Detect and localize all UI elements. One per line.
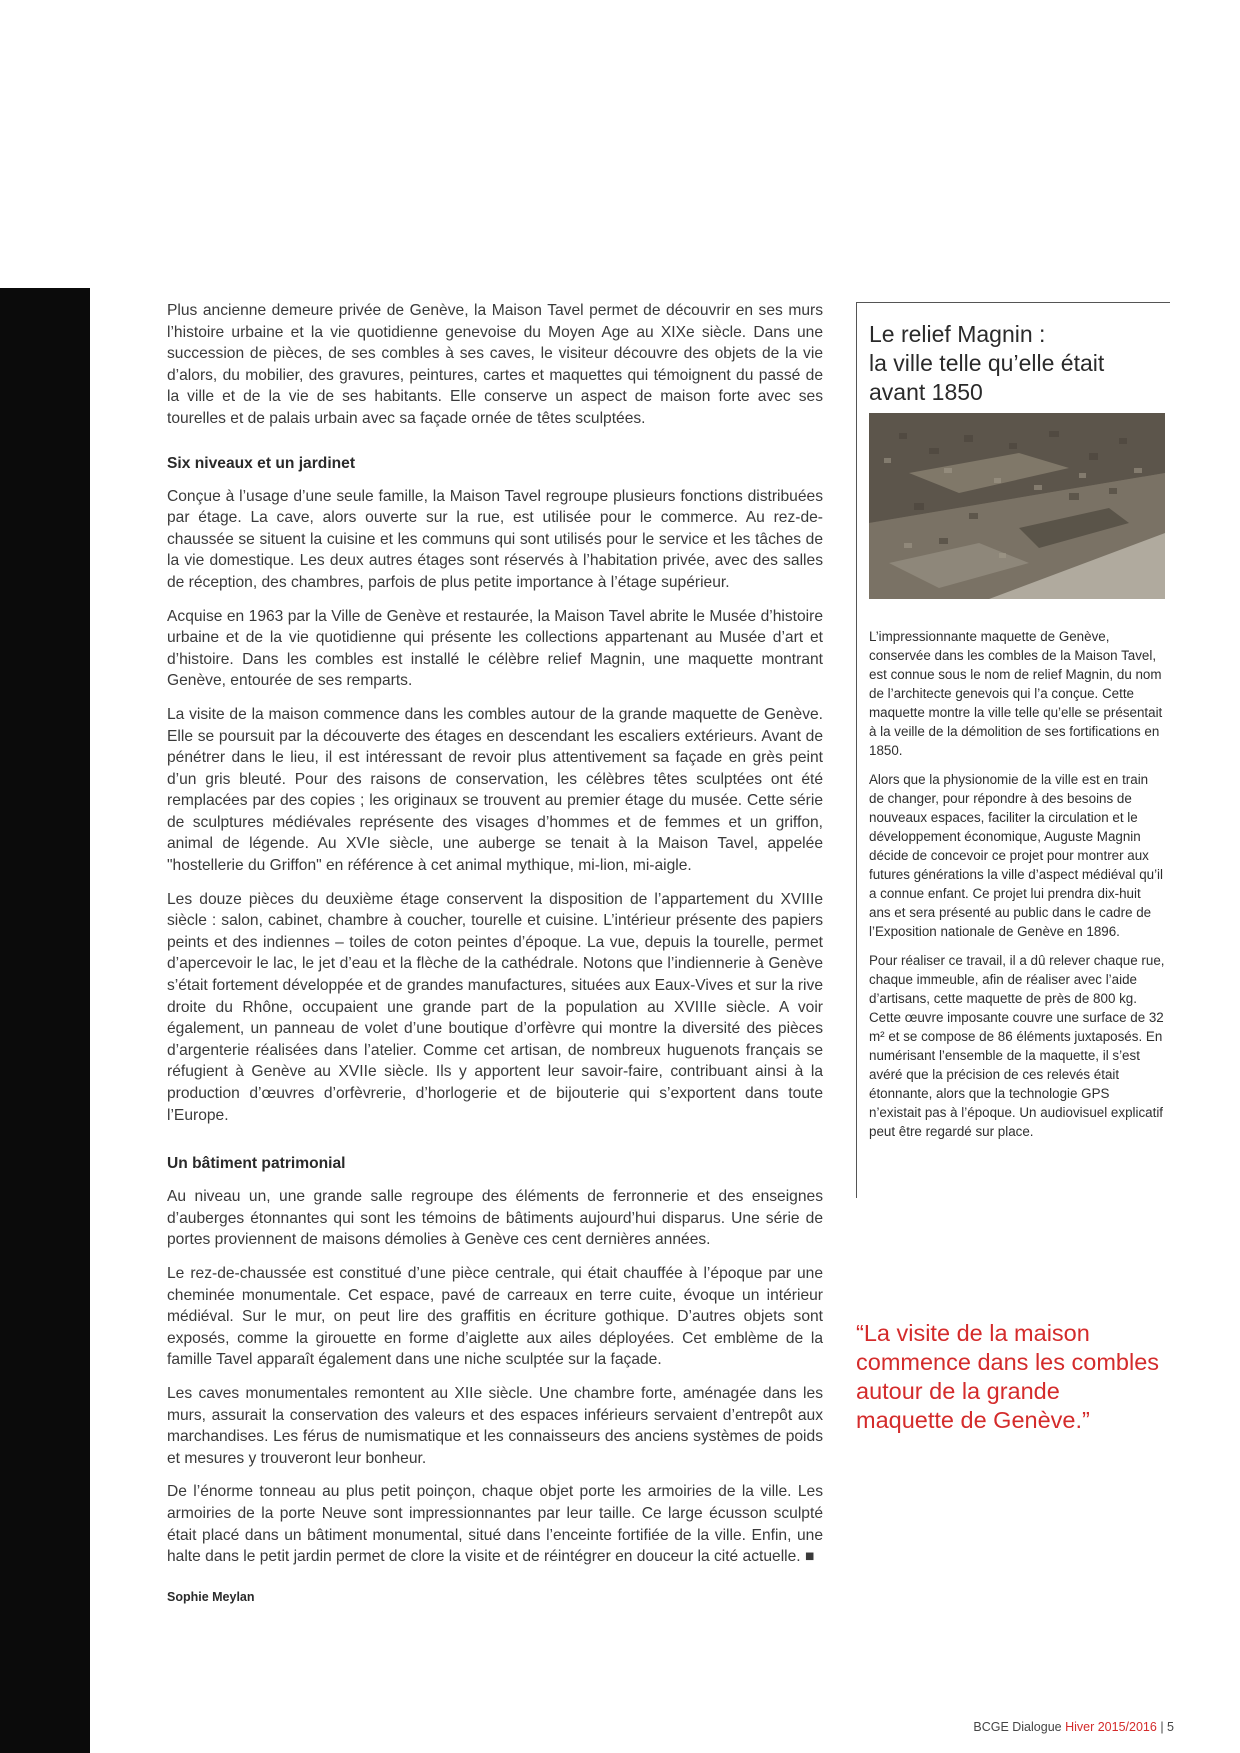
sidebar-paragraph: Pour réaliser ce travail, il a dû relever chaque rue, chaque immeuble, afin de réaliser avec l’aide d’artisans, cette maquette de près de 800 kg. Cette œuvre imposante couvre une surface de 32 m² et se compose de 86 éléments juxtaposés. En numérisant l’ensemble de la maquette, il s’est avéré que la précision de ces relevés était étonnante, alors que la technologie GPS n’existait pas à l’époque. Un audiovisuel explicatif peut être regardé sur place. — [869, 953, 1165, 1139]
pull-quote — [856, 1319, 1176, 1435]
footer-issue: Hiver 2015/2016 — [1065, 1720, 1157, 1734]
article-paragraph: Les caves monumentales remontent au XIIe siècle. Une chambre forte, aménagée dans les murs, assurait la conservation des valeurs et des espaces inférieurs servaient d’entrepôt aux marchandises. Les férus de numismatique et les connaisseurs des anciens systèmes de poids et mesures y trouveront leur bonheur. — [167, 1384, 823, 1467]
sidebar-top-rule — [856, 302, 1170, 303]
relief-magnin-photo — [869, 413, 1165, 599]
article-paragraph: De l’énorme tonneau au plus petit poinçon, chaque objet porte les armoiries de la ville. Les armoiries de la porte Neuve sont impressionnantes par leur taille. Ce large écusson sculpté était placé dans un bâtiment monumental, situé dans l’enceinte fortifiée de la ville. Enfin, une halte dans le petit jardin permet de clore la visite et de réintégrer en douceur la cité actuelle. ■ — [167, 1483, 823, 1566]
sidebar-text — [856, 599, 1165, 1141]
footer-page-number: 5 — [1167, 1720, 1174, 1734]
article-paragraph: Le rez-de-chaussée est constitué d’une pièce centrale, qui était chauffée à l’époque par une cheminée monumentale. Cet espace, pavé de carreaux en terre cuite, évoque un intérieur médiéval. Sur le mur, on peut lire des graffitis en écriture gothique. D’autres objets sont exposés, comme la girouette en forme d’aiglette aux ailes déployées. Cet emblème de la famille Tavel apparaît également dans une niche sculptée sur la façade. — [167, 1264, 823, 1369]
article-author: Sophie Meylan — [167, 1589, 255, 1604]
sidebar-box — [856, 302, 1170, 1151]
article-paragraph: Les douze pièces du deuxième étage conservent la disposition de l’appartement du XVIIIe siècle : salon, cabinet, chambre à coucher, tourelle et cuisine. L’intérieur présente des papiers peints et des indiennes – toiles de coton peintes d’époque. La vue, depuis la tourelle, permet d’apercevoir le lac, le jet d’eau et la flèche de la cathédrale. Notons que l’indiennerie à Genève s’était fortement développée et de grandes manufactures, situées aux Eaux-Vives et sur la rive droite du Rhône, occupaient une grande part de la population au XVIIIe siècle. A voir également, un panneau de volet d’une boutique d’orfèvre qui montre la diversité des pièces d’argenterie réalisées dans l’atelier. Comme cet artisan, de nombreux huguenots français se réfugient à Genève au XVIIe siècle. Ils y apportent leur savoir-faire, contribuant ainsi à la production d’œuvres d’orfèvrerie, d’horlogerie et de bijouterie qui s’exportent dans toute l’Europe. — [167, 890, 823, 1124]
pull-quote-line: maquette de Genève.” — [856, 1407, 1090, 1433]
article-paragraph: Conçue à l’usage d’une seule famille, la Maison Tavel regroupe plusieurs fonctions distribuées par étage. La cave, alors ouverte sur la rue, est utilisée pour le commerce. Au rez-de-chaussée se situent la cuisine et les communs qui sont utilisés pour le service et les tâches de la vie domestique. Les deux autres étages sont réservés à l’habitation privée, avec des salles de réception, des chambres, parfois de plus petite importance à l’étage supérieur. — [167, 487, 823, 591]
sidebar-paragraph: L’impressionnante maquette de Genève, conservée dans les combles de la Maison Tavel, est connue sous le nom de relief Magnin, du nom de l’architecte genevois qui l’a conçue. Cette maquette montre la ville telle qu’elle se présentait à la veille de la démolition de ses fortifications en 1850. — [869, 629, 1163, 758]
pull-quote-line: commence dans les combles — [856, 1349, 1160, 1375]
sidebar-left-rule — [856, 302, 857, 1198]
article-paragraph: Acquise en 1963 par la Ville de Genève et restaurée, la Maison Tavel abrite le Musée d’histoire urbaine et de la vie quotidienne qui présente les collections appartenant au Musée d’art et d’histoire. Dans les combles est installé le célèbre relief Magnin, une maquette montrant Genève, entourée de ses remparts. — [167, 607, 823, 690]
sidebar-title-line: avant 1850 — [869, 379, 983, 405]
article-main-column — [167, 300, 823, 1604]
footer-magazine: BCGE Dialogue — [973, 1720, 1062, 1734]
article-paragraph: La visite de la maison commence dans les combles autour de la grande maquette de Genève. Elle se poursuit par la découverte des étages en descendant les escaliers extérieurs. Avant de pénétrer dans le lieu, il est intéressant de revoir plus attentivement sa façade en grès peint d’un gris bleuté. Pour des raisons de conservation, les célèbres têtes sculptées ont été remplacées par des copies ; les originaux se trouvent au premier étage du musée. Cette série de sculptures médiévales représente des visages d’hommes et de femmes et un griffon, animal de légende. Au XVIe siècle, une auberge se tenait à la Maison Tavel, appelée "hostellerie du Griffon" en référence à cet animal mythique, mi-lion, mi-aigle. — [167, 705, 823, 875]
sidebar-title — [869, 320, 1170, 407]
relief-model-image — [869, 413, 1165, 599]
sidebar-title-line: Le relief Magnin : — [869, 321, 1046, 347]
footer-separator: | — [1160, 1720, 1164, 1734]
article-paragraph: Au niveau un, une grande salle regroupe des éléments de ferronnerie et des enseignes d’auberges étonnantes qui sont les témoins de bâtiments aujourd’hui disparus. Une série de portes proviennent de maisons démolies à Genève ces cent dernières années. — [167, 1188, 823, 1249]
section-heading-batiment-patrimonial: Un bâtiment patrimonial — [167, 1155, 346, 1173]
left-black-bar — [0, 288, 90, 1753]
page-footer — [952, 1720, 1174, 1734]
sidebar-title-line: la ville telle qu’elle était — [869, 350, 1105, 376]
section-heading-six-niveaux: Six niveaux et un jardinet — [167, 454, 356, 472]
pull-quote-line: “La visite de la maison — [856, 1320, 1090, 1346]
article-intro: Plus ancienne demeure privée de Genève, la Maison Tavel permet de découvrir en ses murs l’histoire urbaine et la vie quotidienne genevoise du Moyen Age au XIXe siècle. Dans une succession de pièces, de ses combles à ses caves, le visiteur découvre des objets de la vie d’alors, du mobilier, des gravures, peintures, cartes et maquettes qui témoignent du passé de la ville et de la vie de ses habitants. Elle conserve un aspect de maison forte avec ses tourelles et de palais urbain avec sa façade ornée de têtes sculptées. — [167, 302, 823, 427]
sidebar-paragraph: Alors que la physionomie de la ville est en train de changer, pour répondre à des besoins de nouveaux espaces, faciliter la circulation et le développement économique, Auguste Magnin décide de concevoir ce projet pour montrer aux futures générations la ville d’aspect médiéval qu’il a connue enfant. Ce projet lui prendra dix-huit ans et sera présenté au public dans le cadre de l’Exposition nationale de Genève en 1896. — [869, 772, 1164, 939]
pull-quote-line: autour de la grande — [856, 1378, 1060, 1404]
